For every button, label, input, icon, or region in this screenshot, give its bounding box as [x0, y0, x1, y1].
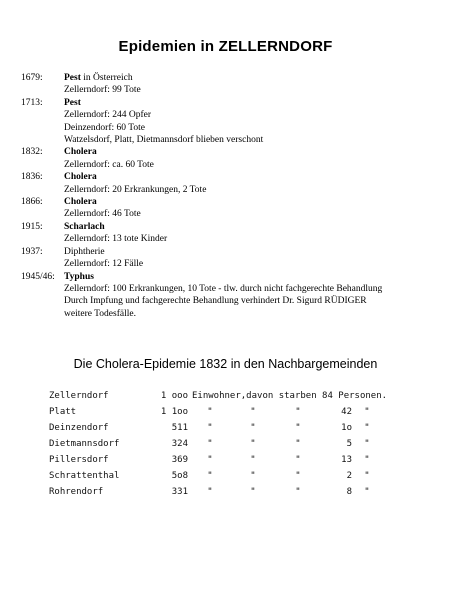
table-row — [49, 468, 387, 484]
ditto-mark: " — [295, 423, 301, 433]
entry-details — [64, 97, 263, 147]
entry-line — [64, 208, 141, 220]
ditto-mark: " — [364, 439, 370, 449]
entry-year: 1915: — [21, 221, 43, 232]
disease-name: Cholera — [64, 172, 97, 183]
entry-details — [64, 171, 206, 196]
entry-line — [64, 295, 382, 307]
table-row — [49, 420, 387, 436]
entry-line — [64, 134, 263, 146]
population: 369 — [171, 455, 188, 465]
ditto-mark: " — [207, 439, 213, 449]
table-row — [49, 436, 387, 452]
deaths-count: 2 — [346, 471, 352, 481]
disease-name: Typhus — [64, 271, 94, 282]
place-name: Pillersdorf — [49, 455, 109, 465]
entry-details — [64, 221, 167, 246]
ditto-mark: " — [250, 407, 256, 417]
entry-text: Zellerndorf: 99 Tote — [64, 85, 141, 96]
epidemic-entry — [21, 271, 382, 321]
population: 331 — [171, 487, 188, 497]
ditto-mark: " — [207, 407, 213, 417]
entry-details — [64, 72, 141, 97]
entry-details — [64, 196, 141, 221]
entry-details — [64, 271, 382, 321]
epidemic-entry — [21, 221, 382, 246]
ditto-mark: " — [364, 471, 370, 481]
entry-details — [64, 146, 154, 171]
entry-details — [64, 246, 143, 271]
epidemic-entry — [21, 146, 382, 171]
population: 1 1oo — [160, 407, 188, 417]
entry-year: 1836: — [21, 172, 43, 183]
ditto-mark: " — [250, 471, 256, 481]
ditto-mark: " — [295, 471, 301, 481]
ditto-mark: " — [295, 439, 301, 449]
population: 324 — [171, 439, 188, 449]
disease-name: Pest — [64, 73, 81, 83]
ditto-mark: " — [250, 487, 256, 497]
disease-name: Cholera — [64, 147, 97, 158]
entry-text: Zellerndorf: 244 Opfer — [64, 110, 152, 121]
entry-year: 1937: — [21, 246, 43, 257]
entry-year: 1866: — [21, 197, 43, 208]
entry-year: 1713: — [21, 97, 43, 108]
ditto-mark: " — [364, 407, 370, 417]
ditto-mark: " — [207, 423, 213, 433]
place-name: Deinzendorf — [49, 423, 109, 433]
ditto-mark: " — [250, 423, 256, 433]
entry-text: Zellerndorf: 13 tote Kinder — [64, 234, 168, 245]
entry-line — [64, 97, 263, 109]
entry-text: Zellerndorf: 100 Erkrankungen, 10 Tote - tlw. durch nicht fachgerechte Behandlung — [64, 283, 383, 294]
population: 1 ooo — [160, 391, 188, 401]
entry-line — [64, 258, 143, 270]
epidemic-entry — [21, 196, 382, 221]
entry-line — [64, 122, 263, 134]
entry-text: Zellerndorf: 12 Fälle — [64, 259, 144, 270]
entry-line — [64, 184, 206, 196]
population: 5o8 — [171, 471, 188, 481]
table-row — [49, 452, 387, 468]
entry-text: Zellerndorf: 20 Erkrankungen, 2 Tote — [64, 184, 207, 195]
entry-line — [64, 171, 206, 183]
row-description: Einwohner,davon starben 84 Personen. — [192, 391, 388, 401]
entry-text: Deinzendorf: 60 Tote — [64, 122, 145, 133]
entry-line — [64, 146, 154, 158]
entry-text: in Österreich — [80, 73, 133, 83]
disease-name: Scharlach — [64, 221, 105, 232]
epidemic-entry — [21, 97, 382, 147]
table-row — [49, 484, 387, 500]
epidemic-list — [21, 72, 382, 320]
ditto-mark: " — [295, 407, 301, 417]
deaths-count: 42 — [341, 407, 352, 417]
ditto-mark: " — [364, 423, 370, 433]
epidemic-entry — [21, 171, 382, 196]
entry-line — [64, 109, 263, 121]
ditto-mark: " — [250, 455, 256, 465]
ditto-mark: " — [207, 471, 213, 481]
disease-name: Pest — [64, 97, 81, 108]
entry-line — [64, 271, 382, 283]
deaths-count: 1o — [341, 423, 352, 433]
entry-text: Watzelsdorf, Platt, Dietmannsdorf blieben verschont — [64, 135, 264, 146]
entry-line — [64, 72, 141, 84]
entry-year: 1679: — [21, 73, 43, 83]
entry-line — [64, 196, 141, 208]
entry-line — [64, 84, 141, 96]
ditto-mark: " — [250, 439, 256, 449]
deaths-count: 5 — [346, 439, 352, 449]
ditto-mark: " — [207, 487, 213, 497]
ditto-mark: " — [207, 455, 213, 465]
section-title-cholera-1832: Die Cholera-Epidemie 1832 in den Nachbargemeinden — [73, 357, 378, 371]
ditto-mark: " — [295, 487, 301, 497]
ditto-mark: " — [295, 455, 301, 465]
deaths-count: 8 — [346, 487, 352, 497]
entry-year: 1945/46: — [21, 271, 55, 282]
ditto-mark: " — [364, 455, 370, 465]
deaths-count: 13 — [341, 455, 352, 465]
disease-name: Cholera — [64, 197, 97, 208]
entry-text: Durch Impfung und fachgerechte Behandlung verhindert Dr. Sigurd RÜDIGER — [64, 296, 367, 307]
place-name: Schrattenthal — [49, 471, 120, 481]
entry-line — [64, 221, 167, 233]
entry-text: weitere Todesfälle. — [64, 308, 136, 319]
entry-year: 1832: — [21, 147, 43, 158]
place-name: Platt — [49, 407, 77, 417]
place-name: Dietmannsdorf — [49, 439, 120, 449]
page-title: Epidemien in ZELLERNDORF — [118, 38, 333, 55]
entry-text: Zellerndorf: 46 Tote — [64, 209, 141, 220]
entry-line — [64, 308, 382, 320]
cholera-table — [49, 388, 387, 500]
entry-line — [64, 159, 154, 171]
epidemic-entry — [21, 246, 382, 271]
entry-line — [64, 283, 382, 295]
table-row — [49, 404, 387, 420]
place-name: Rohrendorf — [49, 487, 104, 497]
entry-text: Diphtherie — [64, 246, 105, 257]
entry-text: Zellerndorf: ca. 60 Tote — [64, 159, 154, 170]
epidemic-entry — [21, 72, 382, 97]
entry-line — [64, 233, 167, 245]
place-name: Zellerndorf — [49, 391, 109, 401]
population: 511 — [171, 423, 188, 433]
table-row — [49, 388, 387, 404]
ditto-mark: " — [364, 487, 370, 497]
entry-line — [64, 246, 143, 258]
